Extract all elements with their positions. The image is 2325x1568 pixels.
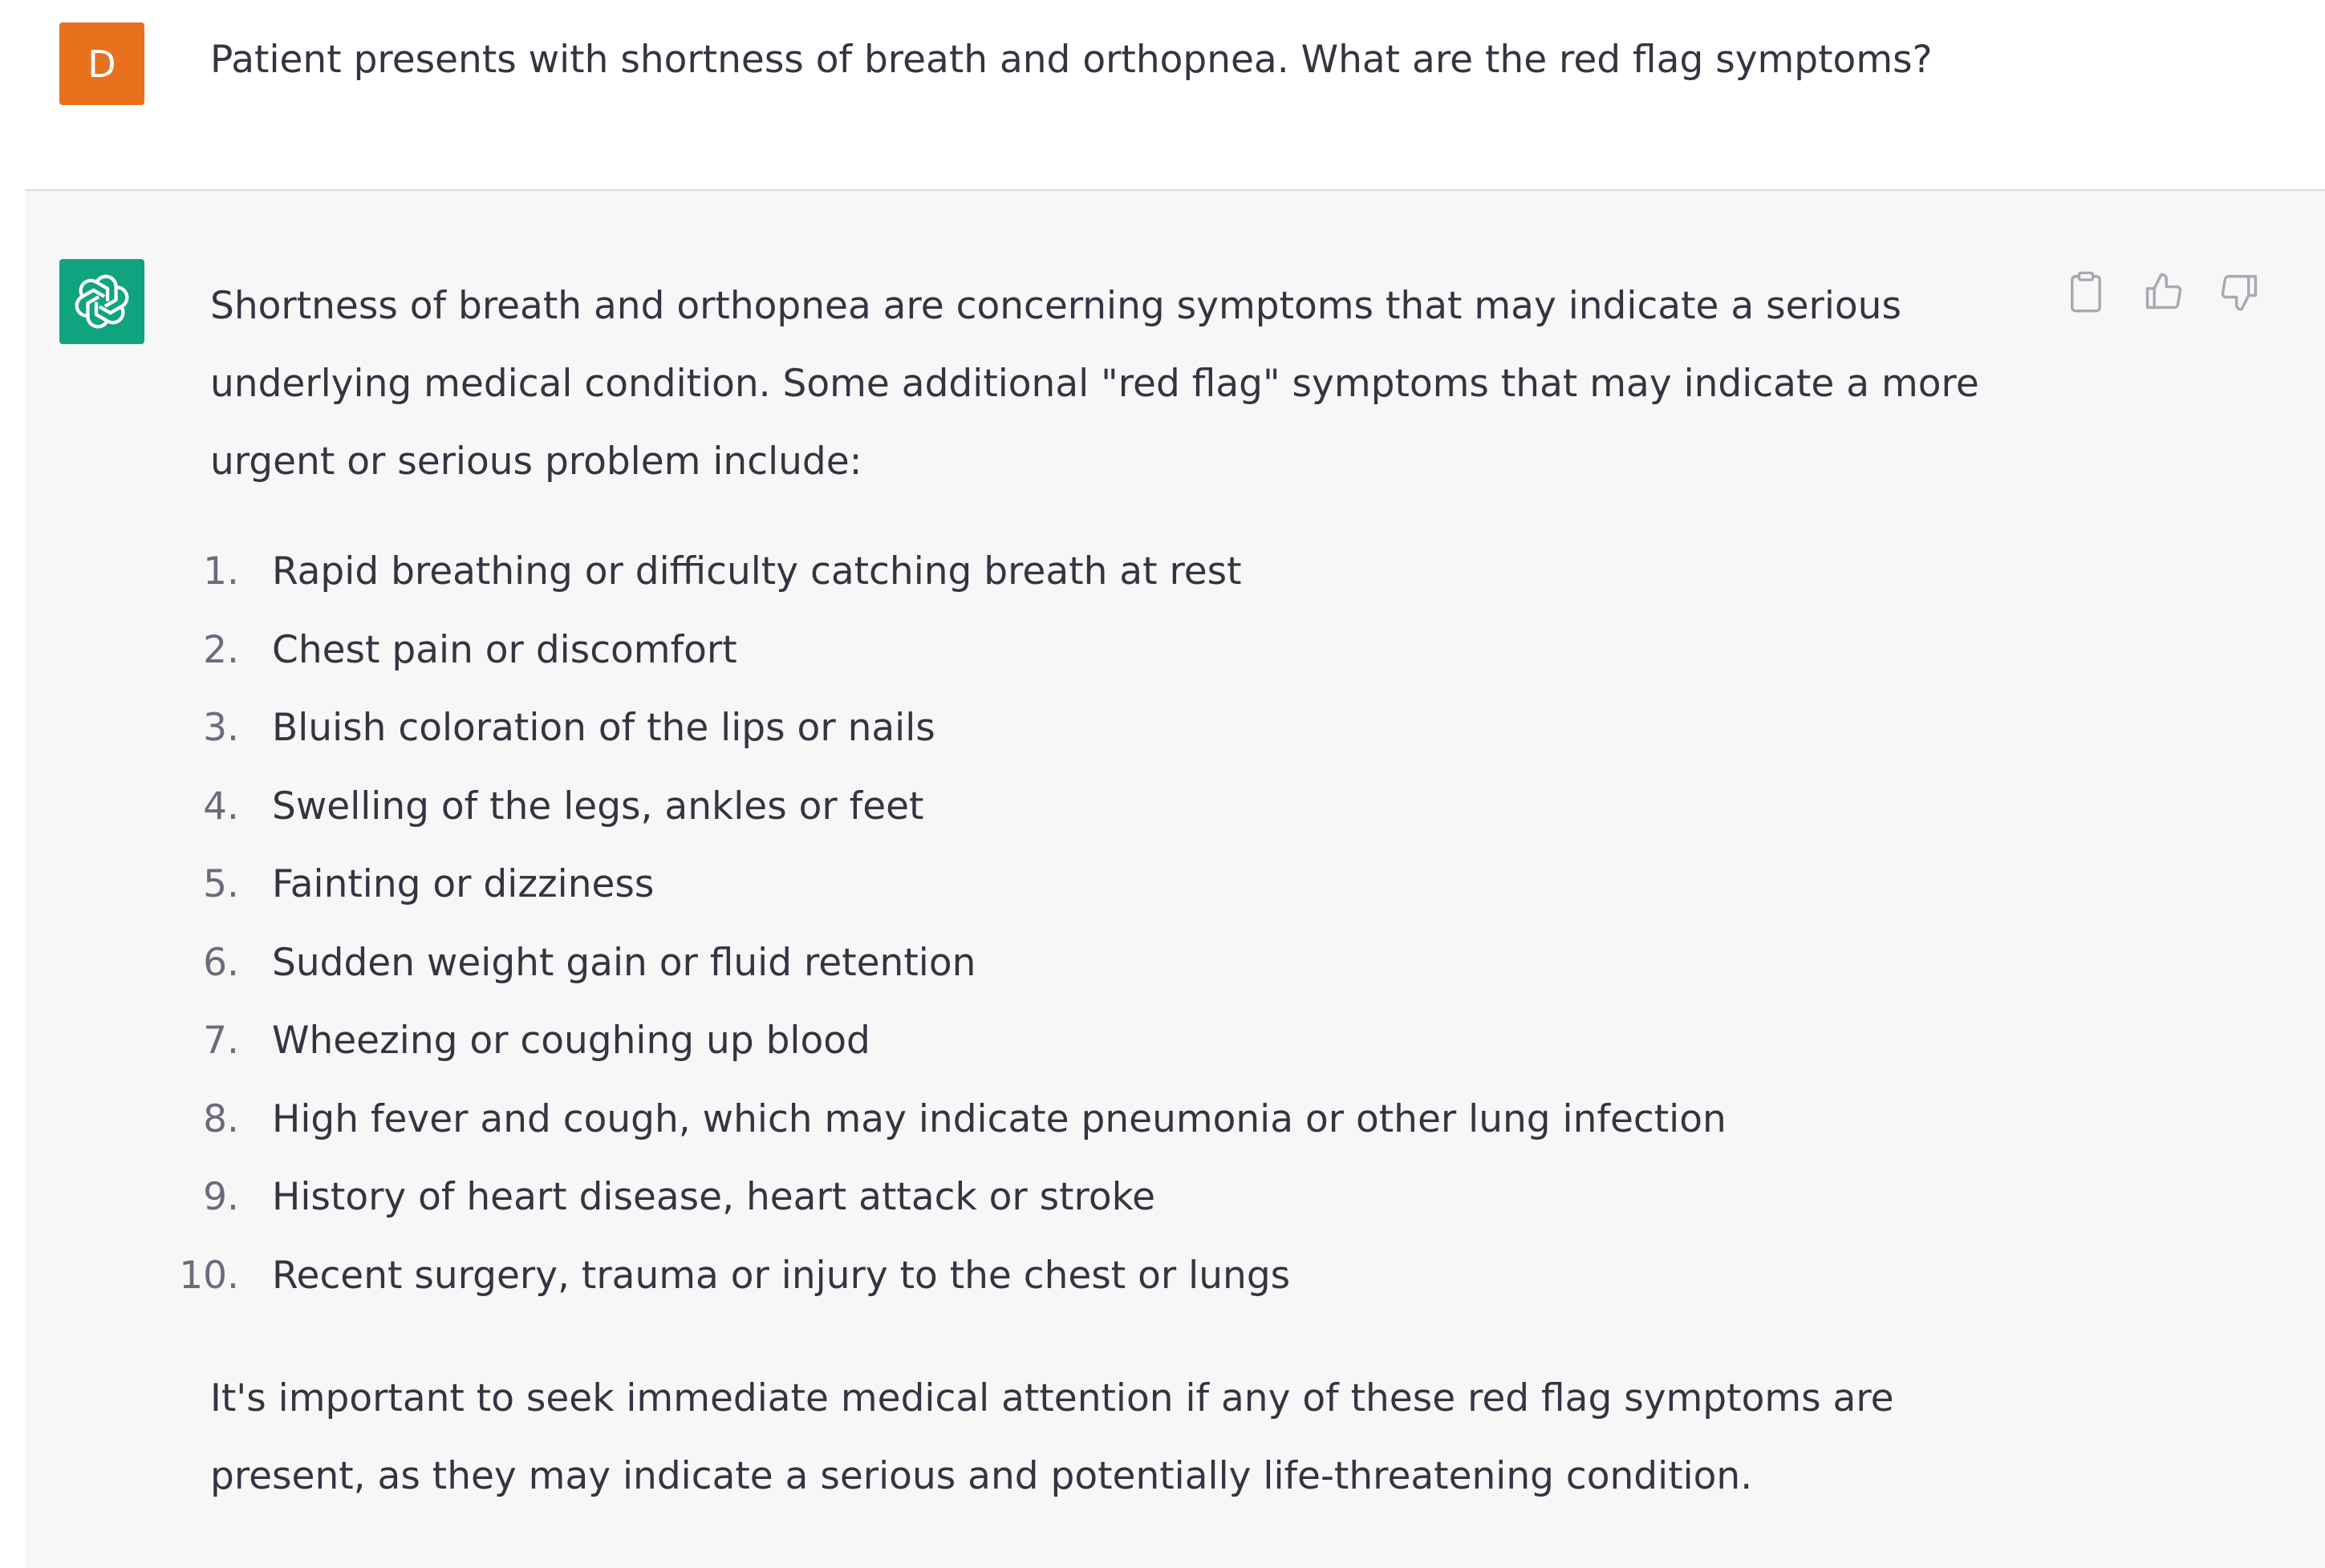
assistant-avatar (59, 259, 144, 344)
list-item (203, 533, 2023, 611)
message-actions (2063, 267, 2263, 317)
assistant-message-row (25, 191, 2325, 1568)
list-item-number: 2. (203, 627, 239, 672)
list-item-text: Swelling of the legs, ankles or feet (272, 784, 924, 829)
list-item-number: 3. (203, 706, 239, 750)
list-item (203, 768, 2023, 846)
list-item-number: 9. (203, 1175, 239, 1219)
list-item-number: 6. (203, 940, 239, 985)
assistant-conclusion-paragraph: It's important to seek immediate medical attention if any of these red flag symptoms are present, as they may indicate a serious and potentially life-threatening condition. (210, 1376, 1894, 1498)
list-item (203, 1080, 2023, 1159)
list-item-number: 7. (203, 1019, 239, 1063)
list-item (179, 1237, 2023, 1315)
thumbs-up-icon (2142, 269, 2184, 314)
list-item-number: 10. (179, 1253, 239, 1298)
user-avatar-letter: D (87, 42, 116, 86)
list-item-text: Chest pain or discomfort (272, 627, 737, 672)
list-item-text: History of heart disease, heart attack or stroke (272, 1175, 1156, 1219)
assistant-intro-paragraph: Shortness of breath and orthopnea are concerning symptoms that may indicate a serious underlying medical condition. Some additional "red flag" symptoms that may indicate a more urgent or serious problem include: (210, 284, 1979, 484)
list-item-text: Sudden weight gain or fluid retention (272, 940, 976, 985)
list-item-number: 8. (203, 1096, 239, 1141)
list-item-text: High fever and cough, which may indicate pneumonia or other lung infection (272, 1096, 1727, 1141)
list-item (203, 611, 2023, 690)
thumbs-down-button[interactable] (2217, 267, 2263, 317)
assistant-message-content (179, 267, 2023, 1515)
openai-logo-icon (71, 270, 133, 333)
list-item (203, 1002, 2023, 1080)
list-item-text: Rapid breathing or difficulty catching breath at rest (272, 549, 1242, 594)
red-flag-list (179, 533, 2023, 1315)
user-message-row (0, 0, 2325, 189)
thumbs-down-icon (2219, 269, 2261, 314)
list-item (203, 924, 2023, 1003)
list-item (203, 689, 2023, 768)
list-item-text: Bluish coloration of the lips or nails (272, 706, 935, 750)
list-item-text: Fainting or dizziness (272, 862, 655, 906)
list-item-number: 1. (203, 549, 239, 594)
list-item-text: Wheezing or coughing up blood (272, 1019, 870, 1063)
list-item-text: Recent surgery, trauma or injury to the chest or lungs (272, 1253, 1291, 1298)
list-item (203, 845, 2023, 924)
thumbs-up-button[interactable] (2140, 267, 2186, 317)
clipboard-icon (2065, 269, 2107, 314)
user-avatar (59, 22, 144, 105)
user-message-text: Patient presents with shortness of breath and orthopnea. What are the red flag symptoms? (210, 38, 1933, 82)
copy-button[interactable] (2063, 267, 2109, 317)
list-item-number: 4. (203, 784, 239, 829)
list-item (203, 1158, 2023, 1237)
list-item-number: 5. (203, 862, 239, 906)
